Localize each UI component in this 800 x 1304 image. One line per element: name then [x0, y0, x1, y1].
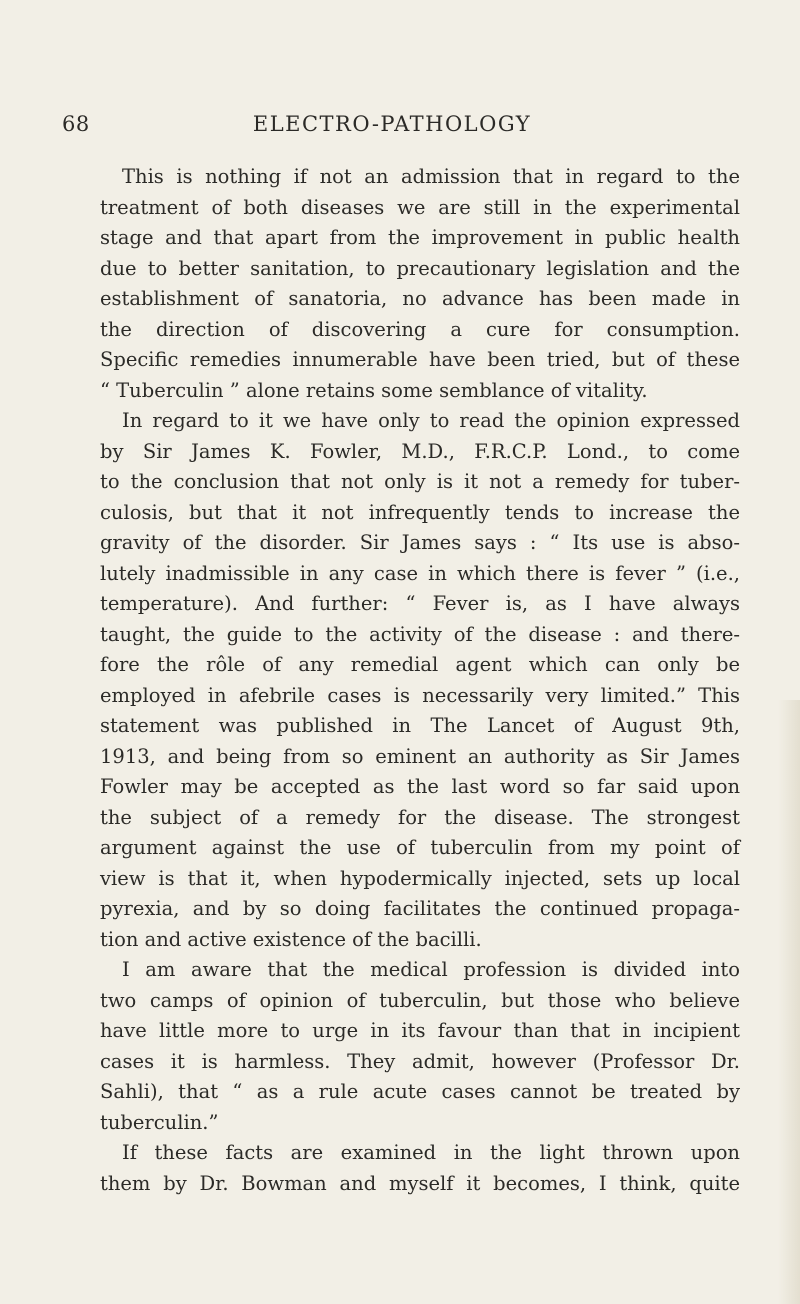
text-line: establishment of sanatoria, no advance has been made in [100, 287, 740, 310]
text-line: stage and that apart from the improvement in public health [100, 226, 740, 249]
page-edge-shadow [778, 700, 800, 1304]
text-line: fore the rôle of any remedial agent which can only be [100, 653, 740, 676]
text-line: If these facts are examined in the light thrown upon [122, 1141, 740, 1164]
text-line: Specific remedies innumerable have been tried, but of these [100, 348, 740, 371]
text-line: to the conclusion that not only is it not a remedy for tuber- [100, 470, 740, 493]
text-line: view is that it, when hypodermically injected, sets up local [100, 866, 740, 890]
text-line: “ Tuberculin ” alone retains some semblance of vitality. [100, 378, 648, 402]
text-line: tuberculin.” [100, 1110, 219, 1134]
text-line: two camps of opinion of tuberculin, but those who believe [100, 988, 740, 1012]
text-line: lutely inadmissible in any case in which there is fever ” (i.e., [100, 561, 740, 585]
text-line: the subject of a remedy for the disease. The strongest [100, 805, 740, 829]
text-line: pyrexia, and by so doing facilitates the continued propaga- [100, 897, 740, 920]
text-line: statement was published in The Lancet of August 9th, [100, 714, 740, 737]
text-line: tion and active existence of the bacilli. [100, 927, 482, 951]
text-line: temperature). And further: “ Fever is, as I have always [100, 592, 740, 615]
text-line: I am aware that the medical profession is divided into [122, 958, 740, 981]
text-line: argument against the use of tuberculin from my point of [100, 836, 740, 859]
text-line: have little more to urge in its favour than that in incipient [100, 1019, 740, 1042]
text-line: Sahli), that “ as a rule acute cases cannot be treated by [100, 1080, 740, 1103]
text-line: 1913, and being from so eminent an authority as Sir James [100, 744, 740, 768]
text-line: gravity of the disorder. Sir James says : “ Its use is abso- [100, 531, 740, 554]
body-text [100, 162, 740, 1199]
text-line: culosis, but that it not infrequently tends to increase the [100, 500, 740, 524]
text-line: them by Dr. Bowman and myself it becomes, I think, quite [100, 1171, 740, 1195]
text-line: Fowler may be accepted as the last word so far said upon [100, 775, 740, 798]
text-line: This is nothing if not an admission that in regard to the [122, 165, 740, 188]
text-line: the direction of discovering a cure for consumption. [100, 317, 740, 341]
running-head: ELECTRO-PATHOLOGY [252, 112, 532, 136]
page-number: 68 [62, 112, 90, 136]
text-line: treatment of both diseases we are still in the experimental [100, 195, 740, 219]
text-line: In regard to it we have only to read the opinion expressed [122, 409, 740, 432]
text-line: cases it is harmless. They admit, however (Professor Dr. [100, 1049, 740, 1073]
text-line: employed in afebrile cases is necessarily very limited.” This [100, 683, 740, 707]
page-header [62, 112, 722, 146]
text-line: taught, the guide to the activity of the disease : and there- [100, 622, 740, 646]
text-line: due to better sanitation, to precautionary legislation and the [100, 256, 740, 280]
text-line: by Sir James K. Fowler, M.D., F.R.C.P. Lond., to come [100, 439, 740, 463]
